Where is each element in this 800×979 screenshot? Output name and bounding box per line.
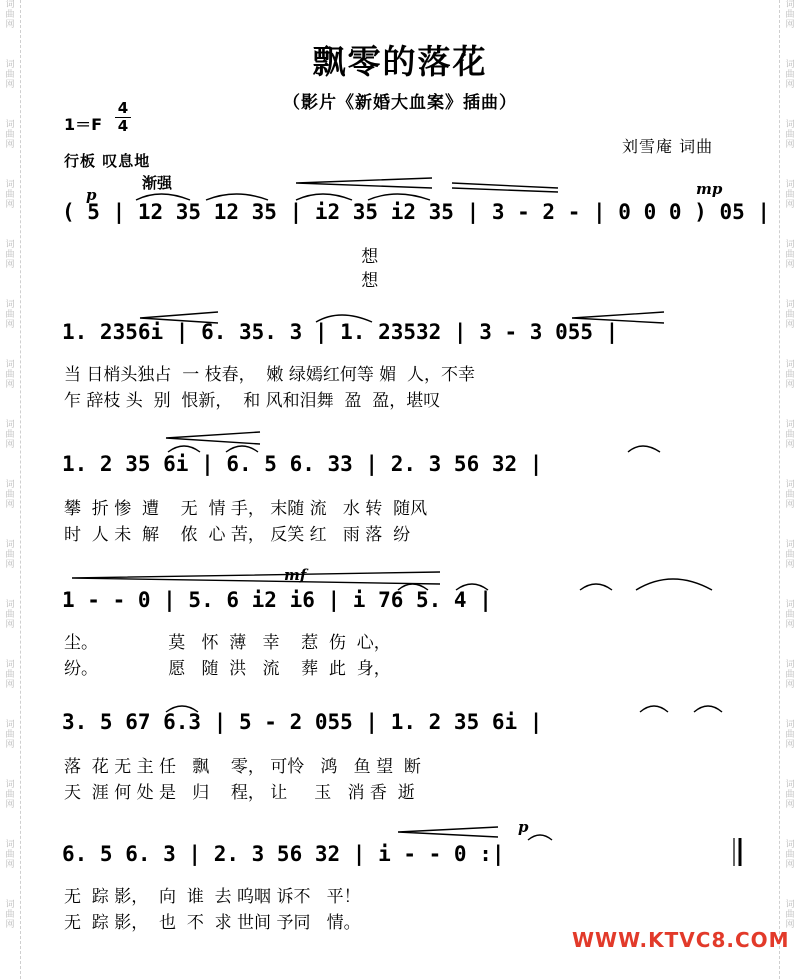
watermark-mark: 词 曲 网 <box>785 300 795 330</box>
watermark-mark: 词 曲 网 <box>785 240 795 270</box>
score-line-2-lyrics-verse1: 当 日梢头独占 一 枝春， 嫩 绿嫣红何等 媚 人，不幸 <box>64 365 476 385</box>
score-line-5-lyrics-verse1: 落 花 无 主 任 飘 零， 可怜 鸿 鱼 望 断 <box>64 757 421 777</box>
score-line-1-lyrics-verse2: 想 <box>64 271 379 291</box>
score-line-2-lyrics-verse2: 乍 辞枝 头 别 恨新， 和 风和泪舞 盈 盈，堪叹 <box>64 391 441 411</box>
score-line-3-lyrics-verse1: 攀 折 惨 遭 无 情 手， 末随 流 水 转 随风 <box>64 499 428 519</box>
watermark-mark: 词 曲 网 <box>785 780 795 810</box>
dynamic-mf-marking: mf <box>284 566 307 584</box>
key-signature: 1＝F <box>64 115 103 134</box>
watermark-mark: 词 曲 网 <box>785 60 795 90</box>
watermark-mark: 词 曲 网 <box>5 840 15 870</box>
time-signature-bottom: 4 <box>115 117 131 135</box>
watermark-mark: 词 曲 网 <box>785 840 795 870</box>
dynamic-mp-marking: mp <box>696 180 723 198</box>
watermark-mark: 词 曲 网 <box>5 780 15 810</box>
score-line-2-notes: 1. 2356i | 6. 35. 3 | 1. 23532 | 3 - 3 055 | <box>62 320 619 344</box>
score-line-1-lyrics-verse1: 想 <box>64 247 379 267</box>
watermark-mark: 词 曲 网 <box>785 420 795 450</box>
watermark-mark: 词 曲 网 <box>5 900 15 930</box>
score-line-3-lyrics-verse2: 时 人 未 解 侬 心 苦， 反笑 红 雨 落 纷 <box>64 525 411 545</box>
watermark-mark: 词 曲 网 <box>5 180 15 210</box>
score-line-4-lyrics-verse2: 纷。 愿 随 洪 流 葬 此 身， <box>64 659 391 679</box>
watermark-mark: 词 曲 网 <box>785 360 795 390</box>
score-line-6-lyrics-verse1: 无 踪 影， 向 谁 去 呜咽 诉不 平！ <box>64 887 361 907</box>
watermark-mark: 词 曲 网 <box>5 600 15 630</box>
tempo-marking: 行板 叹息地 <box>64 152 151 170</box>
song-subtitle: （影片《新婚大血案》插曲） <box>283 93 517 113</box>
score-line-6-notes: 6. 5 6. 3 | 2. 3 56 32 | i - - 0 :| <box>62 842 505 866</box>
score-line-4-notes: 1 - - 0 | 5. 6 i2 i6 | i 76 5. 4 | <box>62 588 492 612</box>
watermark-mark: 词 曲 网 <box>785 0 795 30</box>
score-line-4-lyrics-verse1: 尘。 莫 怀 薄 幸 惹 伤 心， <box>64 633 391 653</box>
watermark-mark: 词 曲 网 <box>785 600 795 630</box>
dynamic-p-marking: p <box>86 186 97 204</box>
watermark-mark: 词 曲 网 <box>5 300 15 330</box>
watermark-mark: 词 曲 网 <box>785 900 795 930</box>
watermark-mark: 词 曲 网 <box>785 180 795 210</box>
composer-credit: 刘雪庵 词曲 <box>622 137 714 156</box>
watermark-mark: 词 曲 网 <box>785 540 795 570</box>
score-line-5-notes: 3. 5 67 6.3 | 5 - 2 055 | 1. 2 35 6i | <box>62 710 543 734</box>
watermark-mark: 词 曲 网 <box>5 60 15 90</box>
watermark-mark: 词 曲 网 <box>5 720 15 750</box>
watermark-mark: 词 曲 网 <box>5 240 15 270</box>
watermark-mark: 词 曲 网 <box>785 660 795 690</box>
dynamic-p-marking-final: p <box>518 818 529 836</box>
watermark-mark: 词 曲 网 <box>5 360 15 390</box>
watermark-mark: 词 曲 网 <box>5 540 15 570</box>
watermark-mark: 词 曲 网 <box>785 120 795 150</box>
watermark-mark: 词 曲 网 <box>785 480 795 510</box>
score-line-6-lyrics-verse2: 无 踪 影， 也 不 求 世间 予同 情。 <box>64 913 361 933</box>
crescendo-label: 渐强 <box>142 174 173 192</box>
site-watermark: WWW.KTVC8.COM <box>572 928 790 952</box>
song-title: 飘零的落花 <box>312 42 488 81</box>
score-line-1-notes: ( 5 | 12 35 12 35 | i2 35 i2 35 | 3 - 2 - | 0 0 0 ) 05 | <box>62 200 771 224</box>
time-signature-top: 4 <box>117 99 129 117</box>
watermark-mark: 词 曲 网 <box>5 0 15 30</box>
score-line-5-lyrics-verse2: 天 涯 何 处 是 归 程， 让 玉 消 香 逝 <box>64 783 415 803</box>
watermark-mark: 词 曲 网 <box>785 720 795 750</box>
watermark-mark: 词 曲 网 <box>5 480 15 510</box>
score-line-3-notes: 1. 2 35 6i | 6. 5 6. 33 | 2. 3 56 32 | <box>62 452 543 476</box>
watermark-mark: 词 曲 网 <box>5 660 15 690</box>
watermark-mark: 词 曲 网 <box>5 420 15 450</box>
watermark-mark: 词 曲 网 <box>5 120 15 150</box>
